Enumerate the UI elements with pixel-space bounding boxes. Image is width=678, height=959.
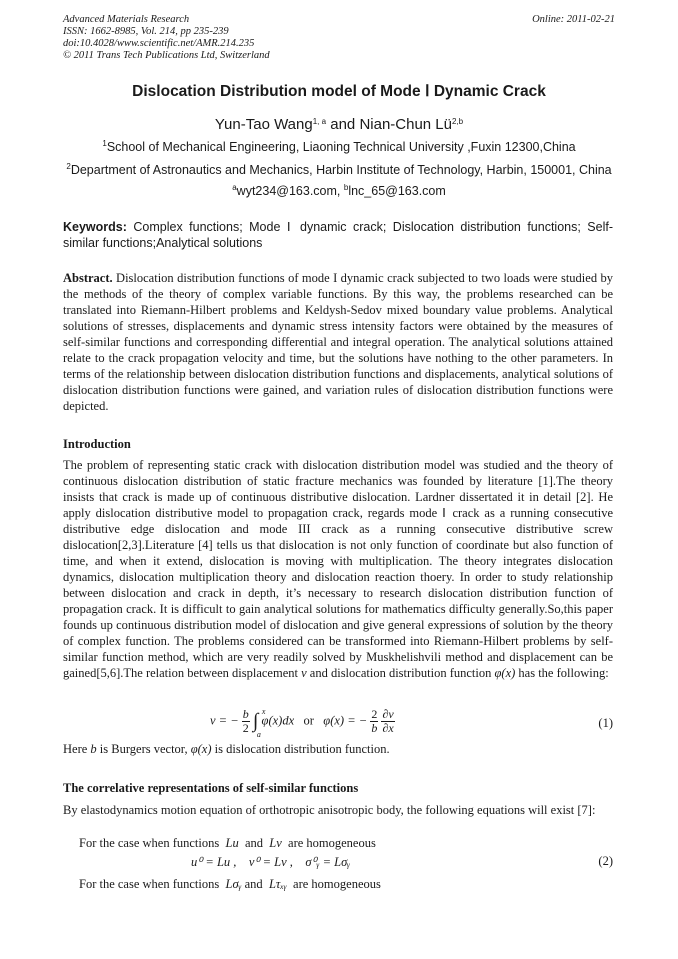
case2-post: are homogeneous (286, 877, 381, 891)
eq1-integral (252, 707, 266, 739)
keywords-text: Complex functions; Mode Ⅰ dynamic crack; Dislocation distribution functions; Self-similar functions;Analytical solutions (63, 220, 613, 250)
intro-v: v (301, 666, 307, 680)
online-date: Online: 2011-02-21 (532, 14, 615, 25)
aff2-sup: 2 (66, 162, 71, 171)
after-eq1 (63, 741, 613, 757)
author-1-sup: 1, a (312, 117, 327, 126)
integral-lower: a (256, 730, 261, 739)
abstract-label: Abstract. (63, 271, 113, 285)
case2-pre: For the case when functions (79, 877, 226, 891)
affiliation-1 (0, 140, 678, 154)
issn-line: ISSN: 1662-8985, Vol. 214, pp 235-239 (63, 26, 229, 37)
eq1-den: 2 (242, 721, 249, 735)
case1-pre: For the case when functions (79, 836, 226, 850)
email-b: lnc_65@163.com (348, 184, 446, 198)
case2-b: Lτₓᵧ (268, 877, 287, 891)
eq1-dden: ∂x (382, 721, 394, 735)
case1-and: and (238, 836, 270, 850)
case1-Lu: Lu (225, 836, 239, 850)
email-a: wyt234@163.com, (236, 184, 344, 198)
case1-Lv: Lv (269, 836, 282, 850)
journal-header (63, 14, 615, 62)
after-eq1-rest: is dislocation distribution function. (211, 742, 390, 756)
eq1-number: (1) (598, 716, 613, 730)
eq2-body: u⁰ = Lu , v⁰ = Lv , σ⁰ᵧ = Lσᵧ (191, 855, 351, 869)
eq1-num2: 2 (371, 707, 378, 721)
eq1-integrand: φ(x)dx (261, 713, 295, 728)
eq1-frac-b2 (242, 708, 250, 735)
email-line (0, 184, 678, 198)
abstract-text: Dislocation distribution functions of mode I dynamic crack subjected to two loads were studied by the methods of the theory of complex variable functions. By this way, the problems researched can be translated into Riemann-Hilbert problems and Keldysh-Sedov mixed boundary value problems. Analytical solutions of stresses, displacements and dynamic stress intensity factors were obtained by the measures of self-similar functions and corresponding differential and integral operation. The analytical solutions attained relate to the crack propagation velocity and time, but the solutions have nothing to the other parameters. In terms of the relationship between dislocation distribution functions and displacements, analytical solutions of dislocation distribution functions were gained, and variation rules of dislocation distribution functions were depicted. (63, 271, 613, 413)
paper-title: Dislocation Distribution model of Mode Ⅰ Dynamic Crack (132, 83, 546, 100)
intro-phi: φ(x) (494, 666, 516, 680)
keywords-label: Keywords: (63, 220, 127, 234)
author-1: Yun-Tao Wang (214, 116, 313, 133)
doi-line: doi:10.4028/www.scientific.net/AMR.214.235 (63, 38, 255, 49)
author-line (0, 116, 678, 133)
email-b-sup: b (343, 183, 349, 192)
case2-and: and (241, 877, 269, 891)
email-a-sup: a (232, 183, 237, 192)
eq1-frac-partial (381, 708, 394, 735)
intro-heading: Introduction (63, 437, 131, 451)
aff1-text: School of Mechanical Engineering, Liaoning Technical University ,Fuxin 12300,China (106, 140, 576, 154)
eq1-dnum: ∂v (382, 707, 394, 721)
intro-mid: and dislocation distribution function (306, 666, 495, 680)
copyright-line: © 2011 Trans Tech Publications Ltd, Switzerland (63, 50, 270, 61)
after-eq1-burgers: is Burgers vector, (96, 742, 191, 756)
case1-post: are homogeneous (281, 836, 376, 850)
affiliation-2 (0, 163, 678, 177)
section2-heading: The correlative representations of self-similar functions (63, 781, 359, 795)
aff1-sup: 1 (102, 139, 107, 148)
after-eq1-phi: φ(x) (190, 742, 212, 756)
abstract (63, 270, 613, 414)
aff2-text: Department of Astronautics and Mechanics, Harbin Institute of Technology, Harbin, 150001, China (70, 163, 612, 177)
author-2: Nian-Chun Lü (359, 116, 452, 133)
author-and: and (326, 116, 360, 133)
equation-1 (63, 708, 613, 742)
integral-sign: ∫ (252, 710, 259, 732)
after-eq1-b: b (90, 742, 97, 756)
eq1-den2: b (371, 721, 378, 735)
case1-line (63, 835, 613, 851)
author-2-sup: 2,b (452, 117, 464, 126)
eq1-lhs: v = − (210, 713, 239, 728)
case2-line (63, 876, 613, 892)
after-eq1-here: Here (63, 742, 91, 756)
eq1-frac-2b (370, 708, 378, 735)
intro-body: The problem of representing static crack with dislocation distribution model was studied and the theory of continuous dislocation distribution of static fracture mechanics was founded by literature [1].The theory insists that crack is made up of continuous distributive dislocation. Lardner dissertated it in detail [2]. He apply dislocation distributive model to propagation crack, regards mode Ⅰ crack as a running consecutive distributive edge dislocation and mode III crack as a running consecutive distributive screw dislocation[2,3].Literature [4] tells us that dislocation is not only function of coordinate but also function of time, and when it extend, dislocation is moving with multiplication. The theory integrates dislocation dynamics, dislocation multiplication theory and dislocation reaction thoery. In order to study relationship between dislocation and crack in depth, it’s necessary to research dislocation distribution function of propagation crack. It is difficult to gain analytical solutions for mathematics difficulty generally.So,this paper founds up continuous distribution model of dislocation and give general expressions of solution by the theory of complex function. The problems considered can be transformed into Riemann-Hilbert problems by self-similar function method, which are very readily solved by Muskhelishvili method and displacement can be gained[5,6].The relation between displacement (63, 458, 613, 680)
keywords (63, 219, 613, 251)
journal-name: Advanced Materials Research (63, 14, 190, 25)
eq1-or: or (294, 713, 324, 728)
eq1-phi: φ(x) = − (323, 713, 368, 728)
integral-upper: x (261, 707, 266, 716)
intro-text (63, 457, 613, 681)
eq1-num: b (242, 707, 249, 721)
eq2-number: (2) (598, 854, 613, 868)
section2-text: By elastodynamics motion equation of orthotropic anisotropic body, the following equations will exist [7]: (63, 803, 596, 817)
case2-a: Lσᵧ (225, 877, 242, 891)
intro-end: has the following: (515, 666, 609, 680)
